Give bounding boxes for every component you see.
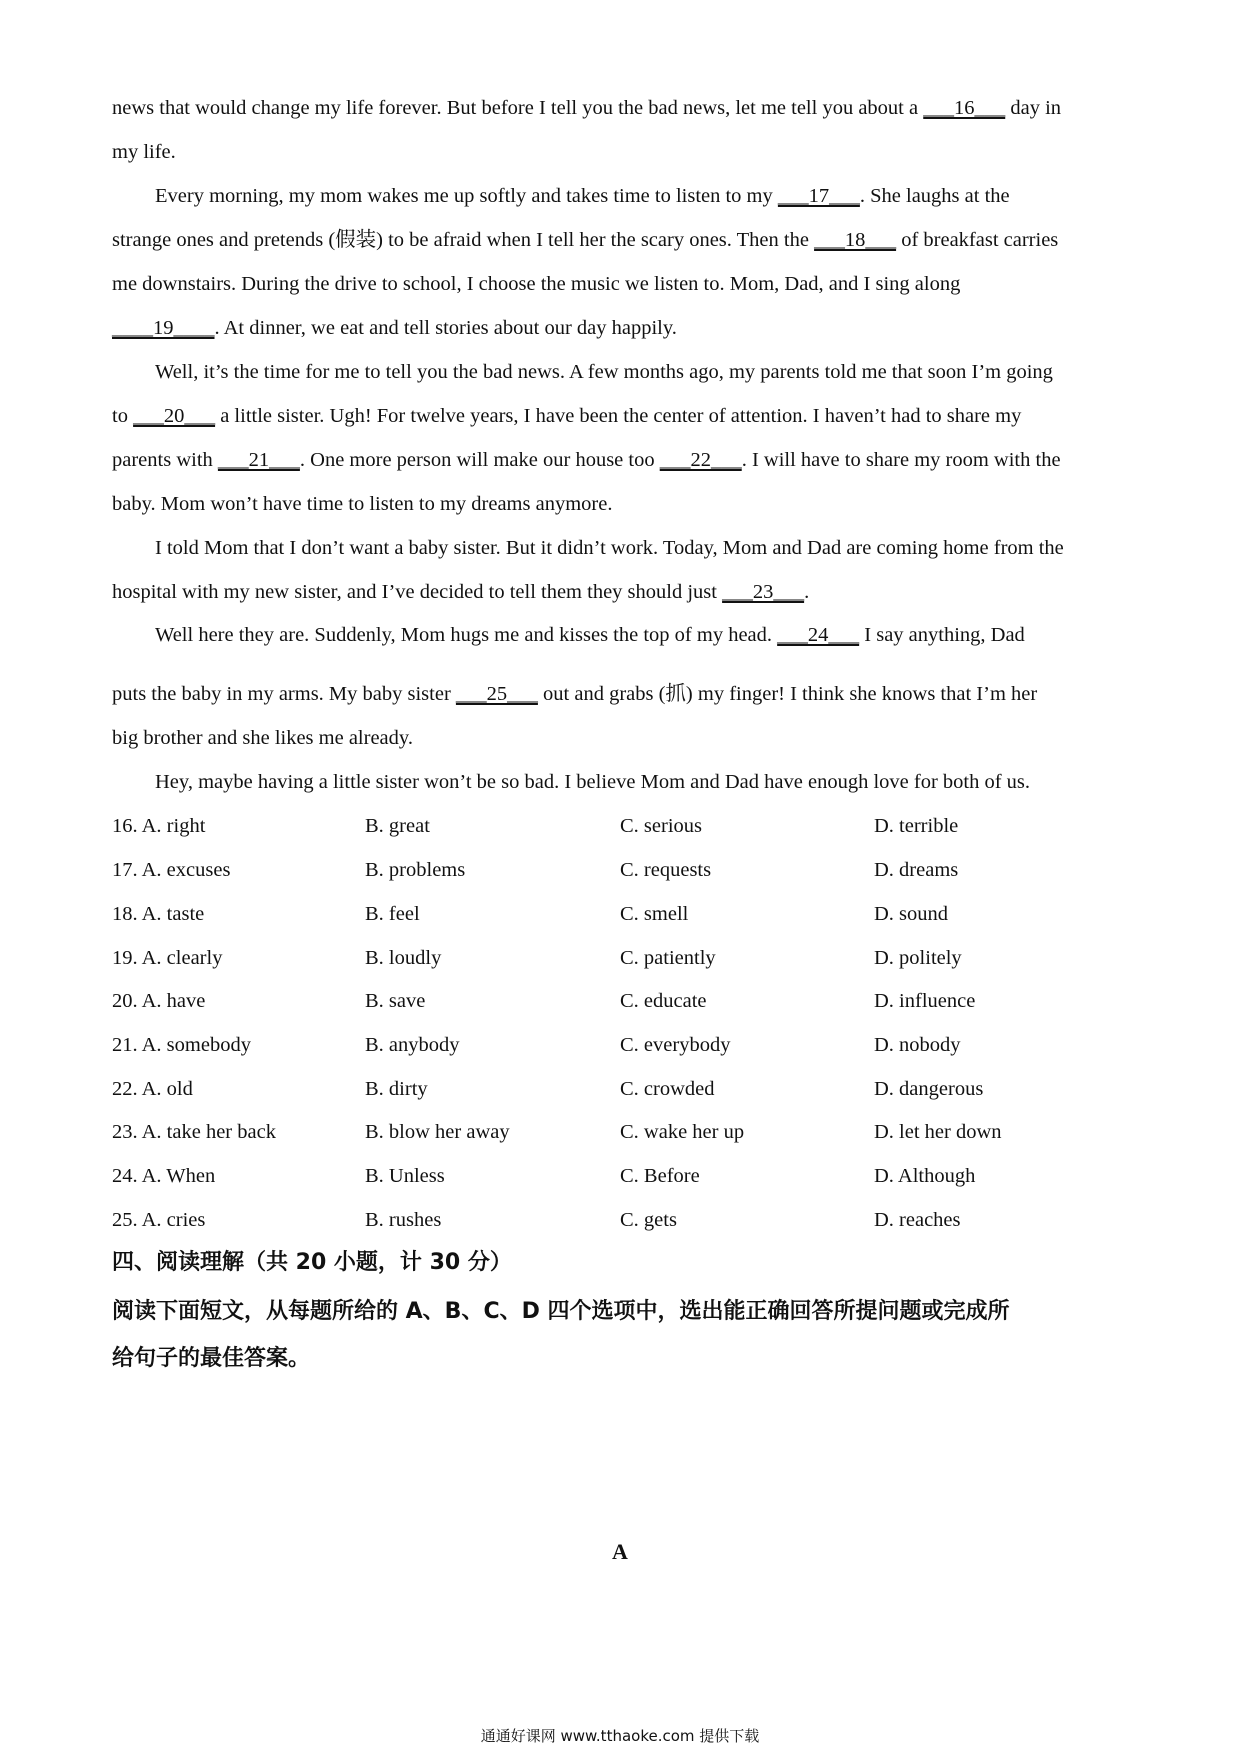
option-a: 20. A. have: [112, 990, 206, 1012]
options-row-16: [112, 812, 1132, 840]
options-row-22: [112, 1075, 1132, 1103]
option-b: B. save: [365, 990, 426, 1012]
options-row-23: [112, 1118, 1132, 1146]
blank-17: ___17___: [777, 185, 860, 207]
passage-line: [112, 578, 1132, 606]
option-b: B. rushes: [365, 1209, 442, 1231]
option-d: D. let her down: [874, 1121, 1002, 1143]
option-d: D. politely: [874, 947, 962, 969]
option-c: C. everybody: [620, 1034, 731, 1056]
option-d: D. Although: [874, 1165, 976, 1187]
text: . One more person will make our house too: [299, 449, 660, 471]
option-d: D. dreams: [874, 859, 959, 881]
passage-line: my life.: [112, 141, 176, 163]
option-d: D. influence: [874, 990, 976, 1012]
option-c: C. requests: [620, 859, 712, 881]
text: strange ones and pretends (假装) to be afraid when I tell her the scary ones. Then the: [112, 229, 815, 251]
blank-23: ___23___: [722, 581, 805, 603]
options-row-20: [112, 987, 1132, 1015]
option-d: D. dangerous: [874, 1078, 984, 1100]
text: . I will have to share my room with the: [741, 449, 1061, 471]
options-row-24: [112, 1162, 1132, 1190]
option-c: C. smell: [620, 903, 689, 925]
options-row-25: [112, 1206, 1132, 1234]
text: of breakfast carries: [896, 229, 1059, 251]
passage-line: [155, 621, 1175, 649]
text: news that would change my life forever. But before I tell you the bad news, let me tell you about a: [112, 97, 924, 119]
blank-22: ___22___: [659, 449, 742, 471]
option-a: 24. A. When: [112, 1165, 216, 1187]
option-c: C. educate: [620, 990, 707, 1012]
option-a: 22. A. old: [112, 1078, 193, 1100]
text: . She laughs at the: [859, 185, 1010, 207]
option-c: C. gets: [620, 1209, 677, 1231]
text: Well here they are. Suddenly, Mom hugs me and kisses the top of my head.: [155, 624, 778, 646]
option-d: D. nobody: [874, 1034, 961, 1056]
blank-21: ___21___: [217, 449, 300, 471]
options-row-21: [112, 1031, 1132, 1059]
text: a little sister. Ugh! For twelve years, I have been the center of attention. I haven’t had to share my: [215, 405, 1022, 427]
options-row-19: [112, 944, 1132, 972]
blank-24: ___24___: [777, 624, 860, 646]
passage-line: [112, 314, 1132, 342]
blank-20: ___20___: [133, 405, 216, 427]
section-heading: 四、阅读理解（共 20 小题，计 30 分）: [112, 1250, 512, 1275]
section-instruction: 给句子的最佳答案。: [112, 1346, 311, 1371]
option-c: C. serious: [620, 815, 702, 837]
passage-line: [112, 226, 1132, 254]
option-a: 18. A. taste: [112, 903, 205, 925]
option-b: B. Unless: [365, 1165, 445, 1187]
passage-line: Hey, maybe having a little sister won’t be so bad. I believe Mom and Dad have enough love for both of us.: [155, 771, 1031, 793]
text: .: [804, 581, 810, 603]
option-b: B. great: [365, 815, 430, 837]
option-b: B. blow her away: [365, 1121, 510, 1143]
option-a: 23. A. take her back: [112, 1121, 276, 1143]
option-d: D. sound: [874, 903, 949, 925]
passage-line: big brother and she likes me already.: [112, 727, 413, 749]
passage-line: [112, 402, 1132, 430]
text: out and grabs (抓) my finger! I think she knows that I’m her: [537, 683, 1038, 705]
passage-line: [112, 446, 1132, 474]
text: to: [112, 405, 134, 427]
text: Every morning, my mom wakes me up softly and takes time to listen to my: [155, 185, 778, 207]
page-footer: 通通好课网 www.tthaoke.com 提供下载: [480, 1727, 760, 1745]
passage-line: [112, 680, 1132, 708]
text: I say anything, Dad: [859, 624, 1025, 646]
blank-25: ___25___: [455, 683, 538, 705]
option-b: B. problems: [365, 859, 466, 881]
text: parents with: [112, 449, 218, 471]
option-a: 16. A. right: [112, 815, 206, 837]
text: puts the baby in my arms. My baby sister: [112, 683, 456, 705]
option-c: C. crowded: [620, 1078, 715, 1100]
passage-line: [155, 182, 1175, 210]
passage-line: I told Mom that I don’t want a baby sister. But it didn’t work. Today, Mom and Dad are coming home from the: [155, 537, 1064, 559]
options-row-17: [112, 856, 1132, 884]
blank-16: ___16___: [923, 97, 1006, 119]
passage-line: [112, 94, 1132, 122]
option-b: B. dirty: [365, 1078, 428, 1100]
option-a: 17. A. excuses: [112, 859, 231, 881]
option-b: B. feel: [365, 903, 420, 925]
option-b: B. loudly: [365, 947, 442, 969]
options-row-18: [112, 900, 1132, 928]
option-d: D. reaches: [874, 1209, 961, 1231]
part-letter: A: [612, 1539, 628, 1564]
passage-line: me downstairs. During the drive to school, I choose the music we listen to. Mom, Dad, and I sing along: [112, 273, 961, 295]
section-instruction: 阅读下面短文，从每题所给的 A、B、C、D 四个选项中，选出能正确回答所提问题或完成所: [112, 1299, 1010, 1324]
blank-19: ____19____: [112, 317, 215, 339]
blank-18: ___18___: [814, 229, 897, 251]
text: . At dinner, we eat and tell stories about our day happily.: [214, 317, 677, 339]
option-c: C. patiently: [620, 947, 716, 969]
option-a: 19. A. clearly: [112, 947, 223, 969]
text: day in: [1005, 97, 1062, 119]
text: hospital with my new sister, and I’ve decided to tell them they should just: [112, 581, 723, 603]
option-c: C. wake her up: [620, 1121, 745, 1143]
passage-line: Well, it’s the time for me to tell you the bad news. A few months ago, my parents told me that soon I’m going: [155, 361, 1053, 383]
option-a: 21. A. somebody: [112, 1034, 251, 1056]
option-b: B. anybody: [365, 1034, 460, 1056]
passage-line: baby. Mom won’t have time to listen to my dreams anymore.: [112, 493, 613, 515]
option-c: C. Before: [620, 1165, 700, 1187]
option-d: D. terrible: [874, 815, 959, 837]
option-a: 25. A. cries: [112, 1209, 206, 1231]
